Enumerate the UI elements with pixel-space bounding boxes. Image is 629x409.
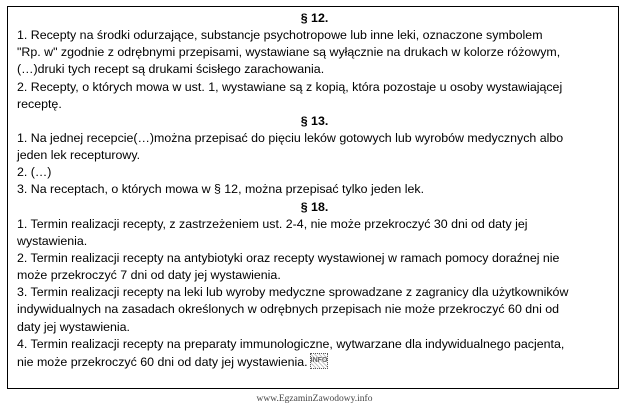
section-12-line-4: 2. Recepty, o których mowa w ust. 1, wystawiane są z kopią, która pozostaje u osoby wystawiającej [17, 79, 563, 94]
section-18-line-4: może przekroczyć 7 dni od daty jej wystawienia. [17, 268, 281, 283]
section-18-line-9-wrapper [17, 353, 612, 370]
section-18-line-5: 3. Termin realizacji recepty na leki lub wyroby medyczne sprowadzane z zagranicy dla użytkowników [17, 285, 569, 300]
section-13-line-3: 2. (…) [17, 165, 52, 180]
section-12-line-5: receptę. [17, 96, 62, 111]
section-12-line-3: (…)druki tych recept są drukami ścisłego zarachowania. [17, 62, 325, 77]
section-13-line-2: jeden lek recepturowy. [17, 148, 141, 163]
section-12-line-1: 1. Recepty na środki odurzające, substancje psychotropowe lub inne leki, oznaczone symbolem [17, 28, 543, 43]
section-18-line-8: 4. Termin realizacji recepty na preparaty immunologiczne, wytwarzane dla indywidualnego pacjenta, [17, 336, 565, 351]
section-12-line-2: "Rp. w" zgodnie z odrębnymi przepisami, wystawiane są wyłącznie na drukach w kolorze różowym, [17, 45, 561, 60]
section-13-line-4: 3. Na receptach, o których mowa w § 12, można przepisać tylko jeden lek. [17, 182, 425, 197]
section-18-line-9: nie może przekroczyć 60 dni od daty jej wystawienia. [17, 354, 308, 369]
section-heading-18: § 18. [300, 199, 329, 214]
section-18-line-2: wystawienia. [17, 233, 88, 248]
source-watermark: www.EgzaminZawodowy.info [256, 394, 373, 404]
section-18-line-7: daty jej wystawienia. [17, 319, 130, 334]
regulation-text-box [7, 6, 619, 389]
section-18-line-3: 2. Termin realizacji recepty na antybiotyki oraz recepty wystawionej w ramach pomocy doraźnej nie [17, 250, 560, 265]
section-18-line-6: indywidualnych na zasadach określonych w odrębnych przepisach nie może przekroczyć 60 dni od [17, 302, 560, 317]
info-stamp-icon [310, 353, 328, 369]
section-18-line-1: 1. Termin realizacji recepty, z zastrzeżeniem ust. 2-4, nie może przekroczyć 30 dni od daty jej [17, 216, 528, 231]
section-13-line-1: 1. Na jednej recepcie(…)można przepisać do pięciu leków gotowych lub wyrobów medycznych albo [17, 130, 564, 145]
info-stamp-label: INFO [310, 356, 328, 364]
section-heading-12: § 12. [300, 11, 329, 25]
section-heading-13: § 13. [300, 113, 329, 128]
